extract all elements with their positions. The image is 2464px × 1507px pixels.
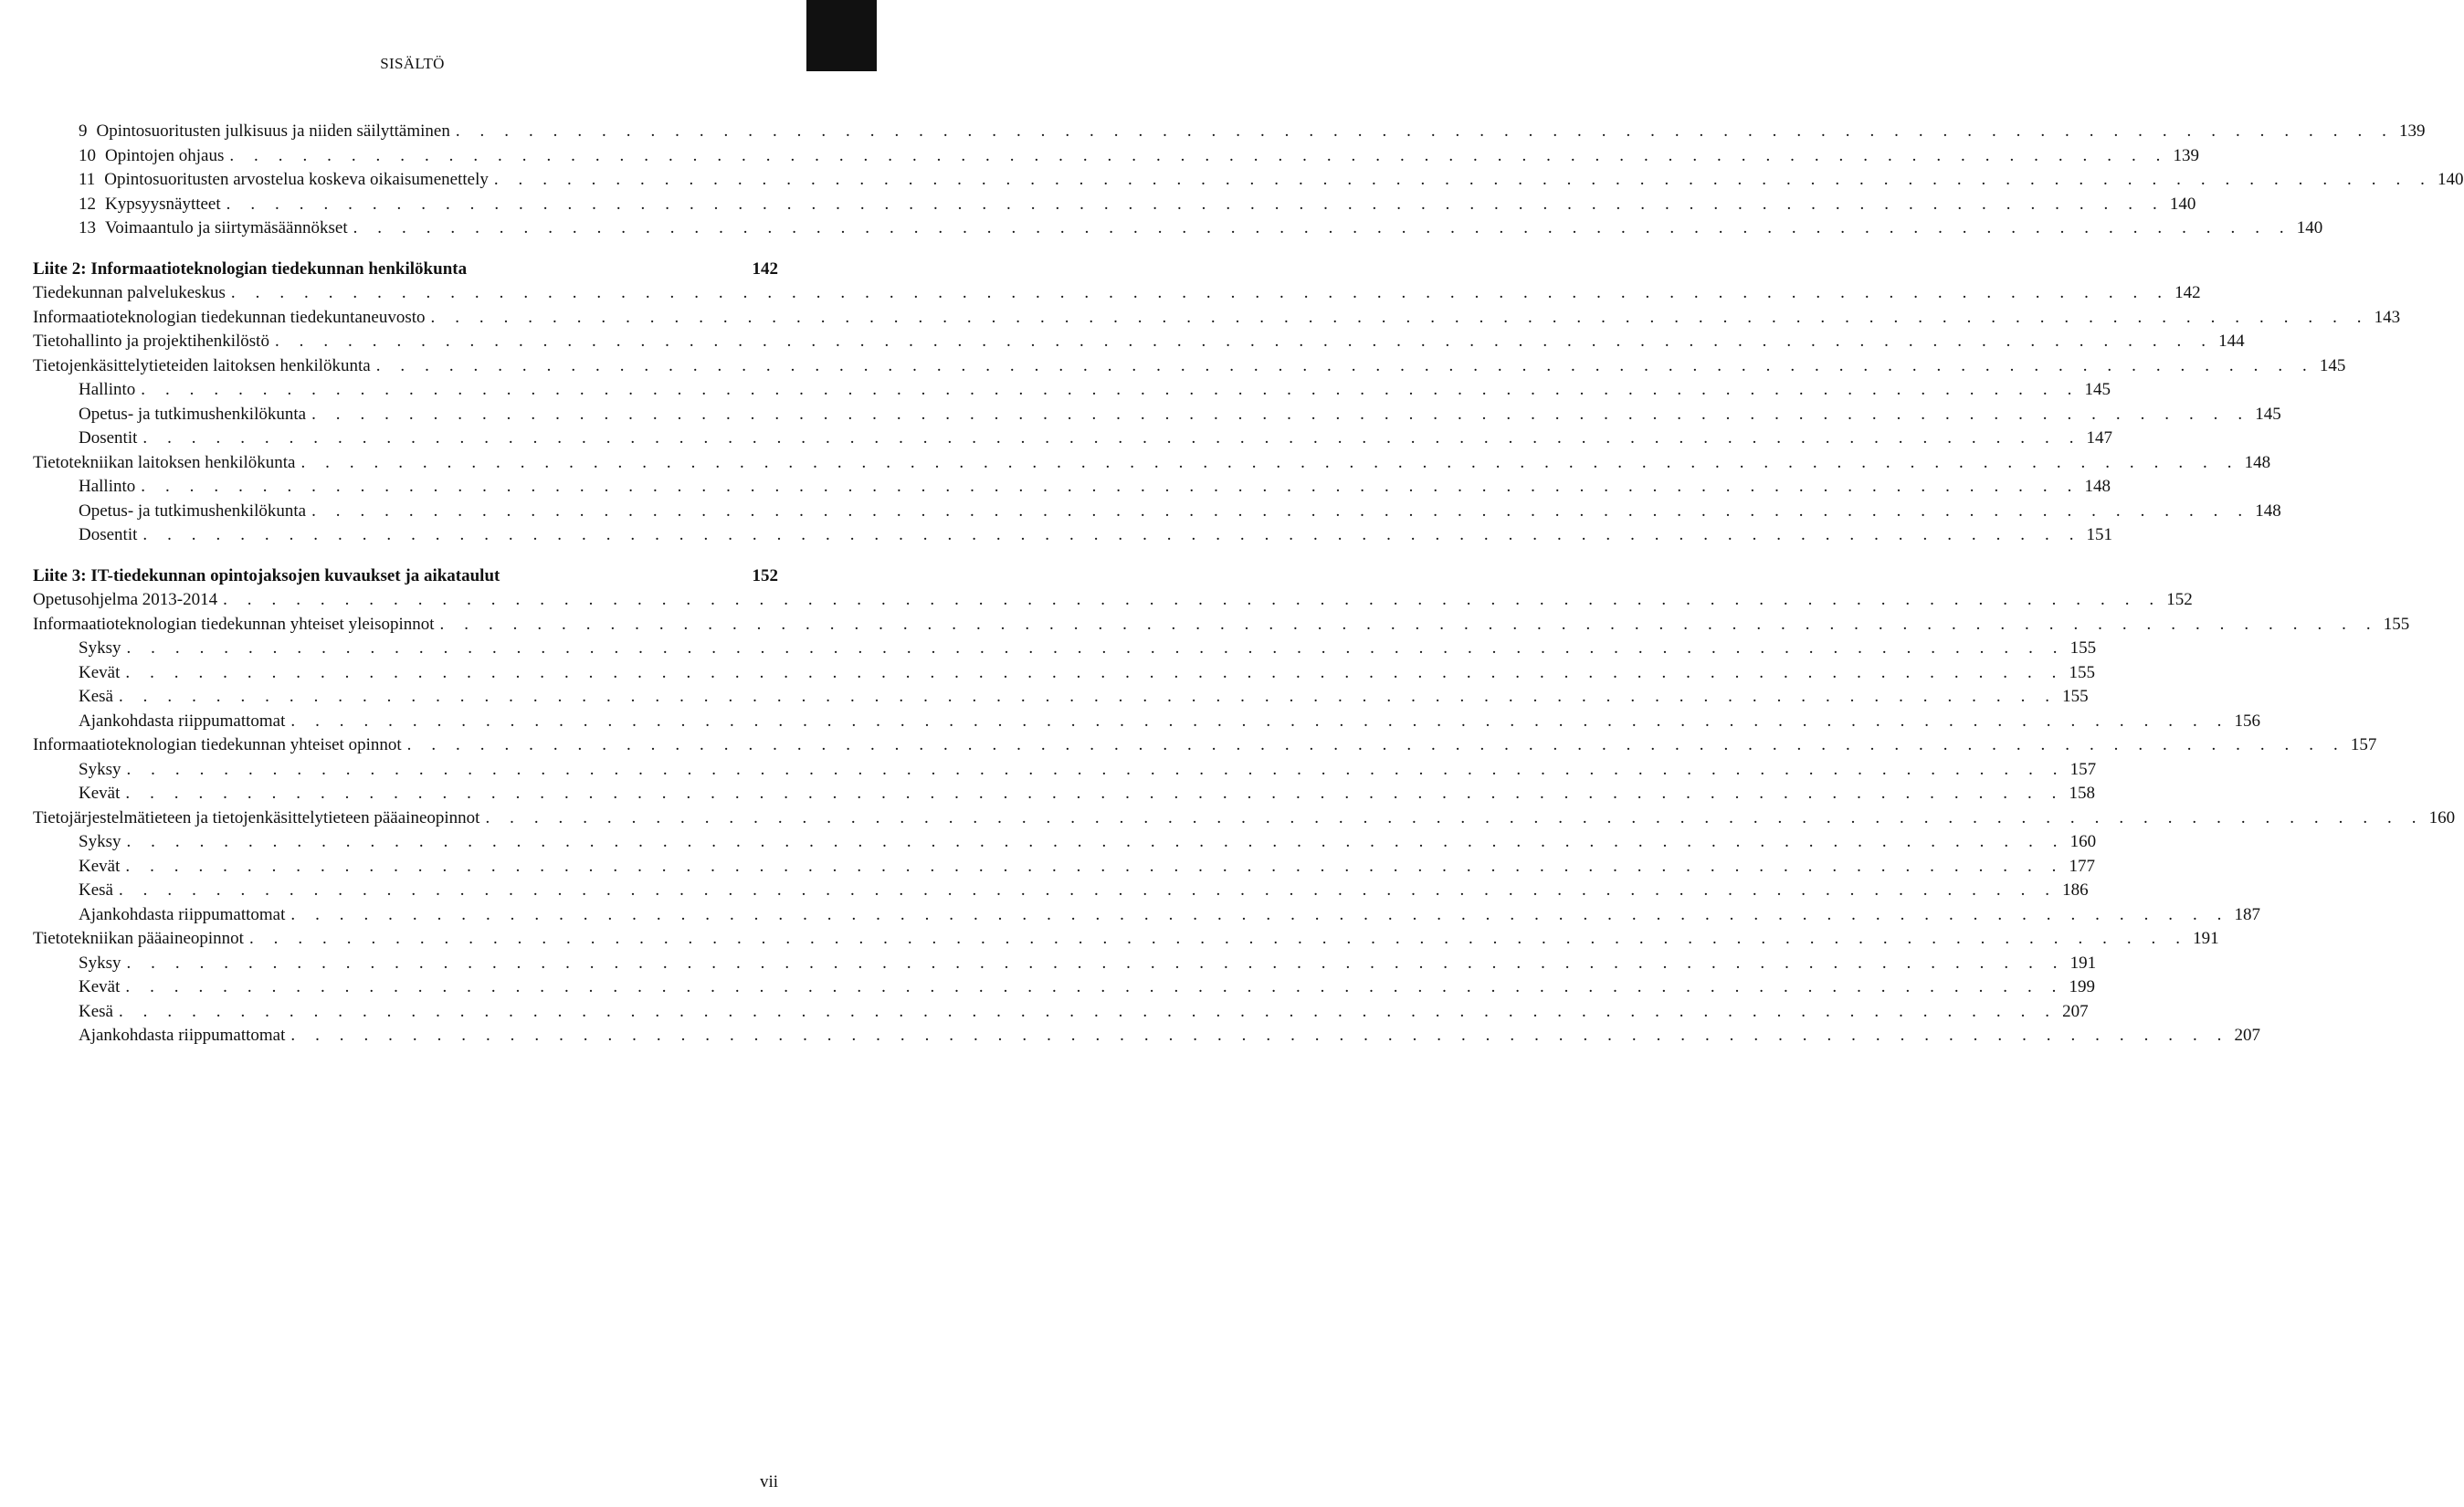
toc-entry[interactable] <box>33 378 2111 403</box>
toc-entry-label <box>33 281 231 306</box>
toc-entry-label <box>79 637 126 661</box>
toc-page-number: 191 <box>2193 929 2219 948</box>
toc-entry-label <box>79 952 126 976</box>
toc-entry[interactable] <box>33 613 2410 638</box>
toc-entry-label <box>79 216 353 241</box>
toc-part-heading[interactable] <box>33 564 778 589</box>
toc-page-number: 157 <box>2350 735 2377 754</box>
toc-dot-leader: . . . . . . . . . . . . . . . . . . . . . . . . . . . . . . . . . . . . . . . . . . . . . . . . . . . . . . . . . . . . . . . . . . . . . . . . . . . . . . . . <box>375 355 2315 375</box>
toc-entry-title: Ajankohdasta riippumattomat <box>79 904 286 924</box>
toc-page-number: 145 <box>2255 404 2281 424</box>
toc-dot-leader: . . . . . . . . . . . . . . . . . . . . . . . . . . . . . . . . . . . . . . . . . . . . . . . . . . . . . . . . . . . . . . . . . . . . . . . . . . . . . . . . <box>274 332 2214 351</box>
toc-dot-leader: . . . . . . . . . . . . . . . . . . . . . . . . . . . . . . . . . . . . . . . . . . . . . . . . . . . . . . . . . . . . . . . . . . . . . . . . . . . . . . . . <box>290 711 2230 731</box>
toc-entry-label <box>33 354 376 379</box>
toc-entry-label <box>33 258 472 282</box>
toc-page-number: 186 <box>2062 880 2089 900</box>
toc-dot-leader: . . . . . . . . . . . . . . . . . . . . . . . . . . . . . . . . . . . . . . . . . . . . . . . . . . . . . . . . . . . . . . . . . . . . . . . . . . . . . . . . <box>439 614 2379 634</box>
toc-entry-label <box>33 927 249 952</box>
toc-entry-title: Hallinto <box>79 477 136 496</box>
toc-entry-title: Tiedekunnan palvelukeskus <box>33 283 226 302</box>
toc-dot-leader: . . . . . . . . . . . . . . . . . . . . . . . . . . . . . . . . . . . . . . . . . . . . . . . . . . . . . . . . . . . . . . . . . . . . . . . . . . . . . . . . <box>230 283 2170 302</box>
toc-dot-leader: . . . . . . . . . . . . . . . . . . . . . . . . . . . . . . . . . . . . . . . . . . . . . . . . . . . . . . . . . . . . . . . . . . . . . . . . . . . . . . . . <box>229 145 2169 165</box>
toc-entry-label <box>79 378 141 403</box>
toc-dot-leader: . . . . . . . . . . . . . . . . . . . . . . . . . . . . . . . . . . . . . . . . . . . . . . . . . . . . . . . . . . . . . . . . . . . . . . . . . . . . . . . . <box>125 662 2065 682</box>
toc-entry-title: Liite 3: IT-tiedekunnan opintojaksojen kuvaukset ja aikataulut <box>33 565 500 585</box>
toc-entry-title: Tietotekniikan pääaineopinnot <box>33 929 244 948</box>
toc-dot-leader: . . . . . . . . . . . . . . . . . . . . . . . . . . . . . . . . . . . . . . . . . . . . . . . . . . . . . . . . . . . . . . . . . . . . . . . . . . . . . . . . <box>142 428 2082 448</box>
toc-dot-leader: . . . . . . . . . . . . . . . . . . . . . . . . . . . . . . . . . . . . . . . . . . . . . . . . . . . . . . . . . . . . . . . . . . . . . . . . . . . . . . . . <box>118 1001 2058 1021</box>
toc-page-number: 142 <box>752 258 778 279</box>
toc-entry[interactable] <box>33 306 2401 331</box>
toc-entry-label <box>33 733 407 758</box>
toc-entry-title: Informaatioteknologian tiedekunnan yhteiset yleisopinnot <box>33 614 435 634</box>
toc-dot-leader: . . . . . . . . . . . . . . . . . . . . . . . . . . . . . . . . . . . . . . . . . . . . . . . . . . . . . . . . . . . . . . . . . . . . . . . . . . . . . . . . <box>118 880 2058 900</box>
toc-entry-label <box>79 523 142 548</box>
toc-page-number: 187 <box>2234 904 2261 924</box>
toc-dot-leader: . . . . . . . . . . . . . . . . . . . . . . . . . . . . . . . . . . . . . . . . . . . . . . . . . . . . . . . . . . . . . . . . . . . . . . . . . . . . . . . . <box>142 525 2082 544</box>
toc-entry-title: Informaatioteknologian tiedekunnan tiedekuntaneuvosto <box>33 307 426 327</box>
toc-page-number: 143 <box>2374 307 2401 327</box>
toc-entry-title: Kesä <box>79 687 113 706</box>
toc-entry[interactable] <box>33 144 2200 169</box>
toc-entry-title: Tietojenkäsittelytieteiden laitoksen henkilökunta <box>33 355 371 375</box>
toc-dot-leader: . . . . . . . . . . . . . . . . . . . . . . . . . . . . . . . . . . . . . . . . . . . . . . . . . . . . . . . . . . . . . . . . . . . . . . . . . . . . . . . . <box>300 452 2240 472</box>
toc-entry-title: Opintosuoritusten julkisuus ja niiden säilyttäminen <box>96 121 450 141</box>
toc-entry-label <box>79 475 141 500</box>
toc-dot-leader: . . . . . . . . . . . . . . . . . . . . . . . . . . . . . . . . . . . . . . . . . . . . . . . . . . . . . . . . . . . . . . . . . . . . . . . . . . . . . . . . <box>125 977 2065 996</box>
toc-entry-label <box>33 330 275 354</box>
toc-part-heading[interactable] <box>33 258 778 282</box>
toc-dot-leader: . . . . . . . . . . . . . . . . . . . . . . . . . . . . . . . . . . . . . . . . . . . . . . . . . . . . . . . . . . . . . . . . . . . . . . . . . . . . . . . . <box>125 856 2065 876</box>
toc-entry[interactable] <box>33 927 2219 952</box>
toc-page-number: 207 <box>2234 1026 2261 1045</box>
toc-entry[interactable] <box>33 427 2113 451</box>
toc-entry[interactable] <box>33 216 2323 241</box>
toc-entry-label <box>79 758 126 783</box>
toc-page-number: 199 <box>2069 977 2096 996</box>
toc-page-number: 152 <box>752 565 778 585</box>
toc-entry[interactable] <box>33 637 2097 661</box>
toc-entry-title: Informaatioteknologian tiedekunnan yhteiset opinnot <box>33 735 402 754</box>
toc-entry-title: Kevät <box>79 784 121 803</box>
toc-entry-title: Opetus- ja tutkimushenkilökunta <box>79 404 307 424</box>
toc-entry-label <box>33 306 431 331</box>
toc-entry-title: Tietotekniikan laitoksen henkilökunta <box>33 452 296 472</box>
toc-entry-label <box>79 1000 119 1025</box>
toc-dot-leader: . . . . . . . . . . . . . . . . . . . . . . . . . . . . . . . . . . . . . . . . . . . . . . . . . . . . . . . . . . . . . . . . . . . . . . . . . . . . . . . . <box>126 638 2066 658</box>
toc-entry-label <box>33 613 440 638</box>
toc-page-number: 148 <box>2255 501 2281 521</box>
toc-entry-label <box>79 500 311 524</box>
toc-entry-label <box>33 564 505 589</box>
toc-page-number: 155 <box>2069 662 2096 682</box>
toc-entry-label <box>33 588 223 613</box>
toc-page-number: 160 <box>2069 832 2097 851</box>
toc-entry-label <box>33 451 300 476</box>
toc-section-number: 12 <box>79 194 96 214</box>
toc-dot-leader: . . . . . . . . . . . . . . . . . . . . . . . . . . . . . . . . . . . . . . . . . . . . . . . . . . . . . . . . . . . . . . . . . . . . . . . . . . . . . . . . <box>126 759 2066 779</box>
toc-dot-leader: . . . . . . . . . . . . . . . . . . . . . . . . . . . . . . . . . . . . . . . . . . . . . . . . . . . . . . . . . . . . . . . . . . . . . . . . . . . . . . . . <box>430 307 2370 327</box>
toc-page-number: 157 <box>2069 759 2097 779</box>
toc-page-number: 147 <box>2086 428 2113 448</box>
toc-entry-label <box>79 168 494 193</box>
toc-dot-leader: . . . . . . . . . . . . . . . . . . . . . . . . . . . . . . . . . . . . . . . . . . . . . . . . . . . . . . . . . . . . . . . . . . . . . . . . . . . . . . . . <box>493 170 2433 189</box>
toc-entry[interactable] <box>33 330 2245 354</box>
toc-entry-title: Kypsyysnäytteet <box>105 194 221 214</box>
toc-dot-leader: . . . . . . . . . . . . . . . . . . . . . . . . . . . . . . . . . . . . . . . . . . . . . . . . . . . . . . . . . . . . . . . . . . . . . . . . . . . . . . . . <box>406 735 2346 754</box>
toc-entry-title: Syksy <box>79 638 121 658</box>
toc-page-number: 177 <box>2069 856 2096 876</box>
toc-dot-leader: . . . . . . . . . . . . . . . . . . . . . . . . . . . . . . . . . . . . . . . . . . . . . . . . . . . . . . . . . . . . . . . . . . . . . . . . . . . . . . . . <box>126 953 2066 973</box>
toc-entry-title: Syksy <box>79 953 121 973</box>
toc-page-number: 139 <box>2399 121 2426 141</box>
toc-entry-title: Opetus- ja tutkimushenkilökunta <box>79 501 307 521</box>
toc-dot-leader: . . . . . . . . . . . . . . . . . . . . . . . . . . . . . . . . . . . . . . . . . . . . . . . . . . . . . . . . . . . . . . . . . . . . . . . . . . . . . . . . <box>455 121 2395 141</box>
toc-entry-title: Kesä <box>79 1001 113 1021</box>
toc-entry-label <box>79 427 142 451</box>
toc-entry-label <box>79 855 125 880</box>
toc-entry[interactable] <box>33 281 2201 306</box>
toc-entry[interactable] <box>33 952 2097 976</box>
toc-entry[interactable] <box>33 975 2096 1000</box>
toc-page-number: 152 <box>2166 590 2193 609</box>
toc-entry-title: Opintojen ohjaus <box>105 145 225 165</box>
toc-section-number: 11 <box>79 170 96 189</box>
toc-entry[interactable] <box>33 1024 2261 1049</box>
toc-entry[interactable] <box>33 758 2097 783</box>
toc-page-number: 145 <box>2319 355 2346 375</box>
toc-page-number: 156 <box>2234 711 2261 731</box>
toc-page-number: 148 <box>2084 477 2111 496</box>
toc-dot-leader: . . . . . . . . . . . . . . . . . . . . . . . . . . . . . . . . . . . . . . . . . . . . . . . . . . . . . . . . . . . . . . . . . . . . . . . . . . . . . . . . <box>290 904 2230 924</box>
running-header: SISÄLTÖ <box>380 55 445 72</box>
toc-entry[interactable] <box>33 168 2464 193</box>
toc-entry[interactable] <box>33 1000 2089 1025</box>
toc-entry-title: Ajankohdasta riippumattomat <box>79 1026 286 1045</box>
page-number: vii <box>759 1472 778 1491</box>
toc-entry[interactable] <box>33 451 2271 476</box>
toc-page-number: 155 <box>2062 687 2089 706</box>
toc-entry-title: Syksy <box>79 759 121 779</box>
toc-entry[interactable] <box>33 733 2377 758</box>
toc-entry[interactable] <box>33 193 2196 217</box>
toc-page-number: 160 <box>2428 807 2456 827</box>
toc-dot-leader: . . . . . . . . . . . . . . . . . . . . . . . . . . . . . . . . . . . . . . . . . . . . . . . . . . . . . . . . . . . . . . . . . . . . . . . . . . . . . . . . <box>141 380 2080 399</box>
toc-entry[interactable] <box>33 782 2096 806</box>
toc-page-number: 148 <box>2244 452 2271 472</box>
toc-entry[interactable] <box>33 806 2456 831</box>
toc-page-number: 140 <box>2296 218 2323 237</box>
toc-page-number: 144 <box>2218 332 2245 351</box>
toc-page-number: 142 <box>2174 283 2201 302</box>
toc-page-number: 140 <box>2438 170 2464 189</box>
toc-entry-title: Kevät <box>79 977 121 996</box>
toc-entry-label <box>79 879 119 903</box>
toc-entry-title: Tietohallinto ja projektihenkilöstö <box>33 332 269 351</box>
toc-entry-label <box>79 193 226 217</box>
toc-entry-title: Kevät <box>79 662 121 682</box>
toc-entry[interactable] <box>33 475 2111 500</box>
toc-page-number: 191 <box>2069 953 2097 973</box>
toc-entry[interactable] <box>33 903 2261 928</box>
toc-entry-label <box>79 1024 290 1049</box>
toc-page-number: 207 <box>2062 1001 2089 1021</box>
toc-entry-title: Opintosuoritusten arvostelua koskeva oikaisumenettely <box>104 170 489 189</box>
toc-entry[interactable] <box>33 685 2089 710</box>
toc-entry-title: Kevät <box>79 856 121 876</box>
toc-entry[interactable] <box>33 354 2346 379</box>
toc-entry-label <box>79 903 290 928</box>
toc-entry-label <box>79 144 229 169</box>
toc-entry-title: Voimaantulo ja siirtymäsäännökset <box>105 218 348 237</box>
toc-page-number: 151 <box>2086 525 2113 544</box>
toc-entry[interactable] <box>33 588 2193 613</box>
toc-entry-label <box>79 830 126 855</box>
toc-dot-leader: . . . . . . . . . . . . . . . . . . . . . . . . . . . . . . . . . . . . . . . . . . . . . . . . . . . . . . . . . . . . . . . . . . . . . . . . . . . . . . . . <box>125 784 2065 803</box>
toc-entry[interactable] <box>33 855 2096 880</box>
toc-dot-leader: . . . . . . . . . . . . . . . . . . . . . . . . . . . . . . . . . . . . . . . . . . . . . . . . . . . . . . . . . . . . . . . . . . . . . . . . . . . . . . . . <box>223 590 2162 609</box>
toc-section-number: 13 <box>79 218 96 237</box>
toc-entry[interactable] <box>33 120 2426 144</box>
toc-entry[interactable] <box>33 661 2096 686</box>
table-of-contents <box>33 120 2464 1049</box>
toc-page-number: 140 <box>2169 194 2196 214</box>
toc-dot-leader: . . . . . . . . . . . . . . . . . . . . . . . . . . . . . . . . . . . . . . . . . . . . . . . . . . . . . . . . . . . . . . . . . . . . . . . . . . . . . . . . <box>118 687 2058 706</box>
toc-entry[interactable] <box>33 523 2113 548</box>
toc-page-number: 155 <box>2069 638 2097 658</box>
toc-entry-label <box>79 685 119 710</box>
toc-entry[interactable] <box>33 830 2097 855</box>
toc-entry-title: Syksy <box>79 832 121 851</box>
toc-entry-title: Dosentit <box>79 428 138 448</box>
toc-page-number: 158 <box>2069 784 2096 803</box>
toc-entry-label <box>79 120 456 144</box>
toc-entry-label <box>79 710 290 734</box>
toc-entry-title: Tietojärjestelmätieteen ja tietojenkäsittelytieteen pääaineopinnot <box>33 807 480 827</box>
toc-dot-leader: . . . . . . . . . . . . . . . . . . . . . . . . . . . . . . . . . . . . . . . . . . . . . . . . . . . . . . . . . . . . . . . . . . . . . . . . . . . . . . . . <box>141 477 2080 496</box>
toc-entry-title: Kesä <box>79 880 113 900</box>
toc-entry-title: Dosentit <box>79 525 138 544</box>
toc-entry-title: Ajankohdasta riippumattomat <box>79 711 286 731</box>
toc-entry-label <box>79 403 311 427</box>
toc-page-number: 155 <box>2383 614 2410 634</box>
toc-entry-label <box>79 661 125 686</box>
toc-dot-leader: . . . . . . . . . . . . . . . . . . . . . . . . . . . . . . . . . . . . . . . . . . . . . . . . . . . . . . . . . . . . . . . . . . . . . . . . . . . . . . . . <box>126 832 2066 851</box>
toc-dot-leader: . . . . . . . . . . . . . . . . . . . . . . . . . . . . . . . . . . . . . . . . . . . . . . . . . . . . . . . . . . . . . . . . . . . . . . . . . . . . . . . . <box>353 218 2292 237</box>
toc-page-number: 145 <box>2084 380 2111 399</box>
toc-dot-leader: . . . . . . . . . . . . . . . . . . . . . . . . . . . . . . . . . . . . . . . . . . . . . . . . . . . . . . . . . . . . . . . . . . . . . . . . . . . . . . . . <box>290 1026 2230 1045</box>
toc-dot-leader: . . . . . . . . . . . . . . . . . . . . . . . . . . . . . . . . . . . . . . . . . . . . . . . . . . . . . . . . . . . . . . . . . . . . . . . . . . . . . . . . <box>311 501 2250 521</box>
toc-entry-title: Liite 2: Informaatioteknologian tiedekunnan henkilökunta <box>33 258 468 279</box>
toc-entry[interactable] <box>33 879 2089 903</box>
toc-dot-leader: . . . . . . . . . . . . . . . . . . . . . . . . . . . . . . . . . . . . . . . . . . . . . . . . . . . . . . . . . . . . . . . . . . . . . . . . . . . . . . . . <box>485 807 2425 827</box>
toc-dot-leader: . . . . . . . . . . . . . . . . . . . . . . . . . . . . . . . . . . . . . . . . . . . . . . . . . . . . . . . . . . . . . . . . . . . . . . . . . . . . . . . . <box>248 929 2188 948</box>
toc-dot-leader: . . . . . . . . . . . . . . . . . . . . . . . . . . . . . . . . . . . . . . . . . . . . . . . . . . . . . . . . . . . . . . . . . . . . . . . . . . . . . . . . <box>226 194 2165 214</box>
toc-entry[interactable] <box>33 710 2261 734</box>
toc-page-number: 139 <box>2173 145 2200 165</box>
toc-entry-label <box>79 782 125 806</box>
toc-entry[interactable] <box>33 500 2281 524</box>
toc-entry-label <box>33 806 485 831</box>
toc-section-number: 10 <box>79 145 96 165</box>
toc-entry-title: Opetusohjelma 2013-2014 <box>33 590 218 609</box>
toc-entry-title: Hallinto <box>79 380 136 399</box>
toc-entry[interactable] <box>33 403 2281 427</box>
toc-dot-leader: . . . . . . . . . . . . . . . . . . . . . . . . . . . . . . . . . . . . . . . . . . . . . . . . . . . . . . . . . . . . . . . . . . . . . . . . . . . . . . . . <box>311 404 2250 424</box>
toc-section-number: 9 <box>79 121 88 141</box>
toc-entry-label <box>79 975 125 1000</box>
